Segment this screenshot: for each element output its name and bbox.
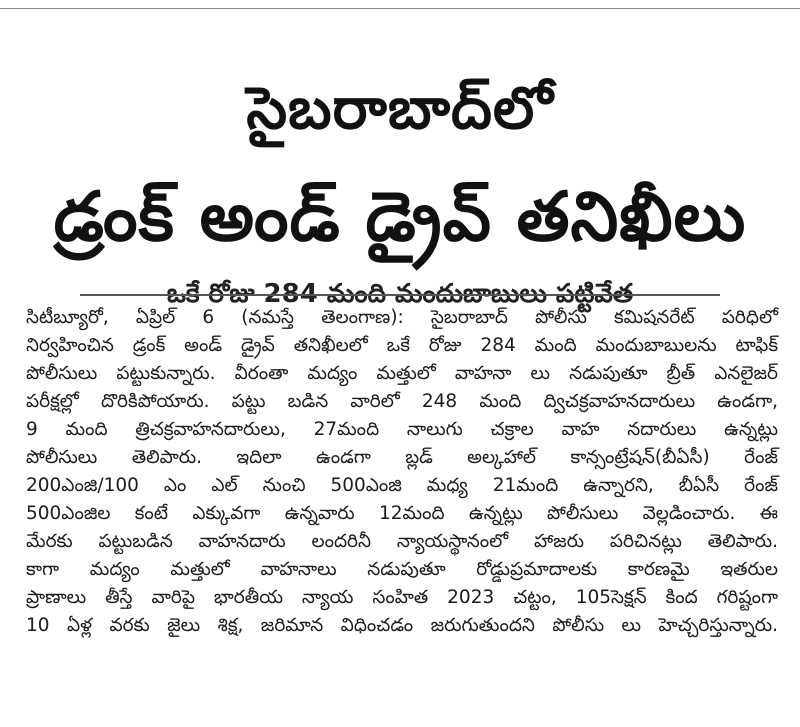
- body-line: కాగా మద్యం మత్తులో వాహనాలు నడుపుతూ రోడ్డుప్రమాదాలకు కారణమై ఇతరుల: [26, 559, 778, 580]
- body-line: పోలీసులు పట్టుకున్నారు. వీరంతా మద్యం మత్తులో వాహనా లు నడుపుతూ బ్రీత్ ఎనలైజర్: [26, 363, 778, 384]
- body-line: సిటీబ్యూరో, ఏప్రిల్ 6 (నమస్తే తెలంగాణ): సైబరాబాద్ పోలీసు కమిషనరేట్ పరిధిలో: [26, 307, 778, 328]
- article-body: [26, 304, 778, 640]
- body-line: 500ఎంజిల కంటే ఎక్కువగా ఉన్నవారు 12మంది ఉన్నట్లు పోలీసులు వెల్లడించారు. ఈ: [26, 503, 778, 524]
- body-line: పోలీసులు తెలిపారు. ఇదిలా ఉండగా బ్లడ్ అల్కహాల్ కాన్సంట్రేషన్(బీఏసీ) రేంజ్: [26, 447, 778, 468]
- body-line: మేరకు పట్టుబడిన వాహనదారు లందరినీ న్యాయస్థానంలో హాజరు పరిచినట్లు తెలిపారు.: [26, 531, 778, 552]
- body-line: 10 ఏళ్ల వరకు జైలు శిక్ష, జరిమాన విధించడం జరుగుతుందని పోలీసు లు హెచ్చరిస్తున్నారు.: [26, 615, 778, 636]
- body-line: 200ఎంజి/100 ఎం ఎల్ నుంచి 500ఎంజి మధ్య 21మంది ఉన్నారని, బీఏసీ రేంజ్: [26, 475, 778, 496]
- headline-line-1: సైబరాబాద్‌లో: [246, 73, 554, 142]
- headline-line-2: డ్రంక్ అండ్ డ్రైవ్ తనిఖీలు: [53, 177, 747, 257]
- body-line: పరీక్షల్లో దొరికిపోయారు. పట్టు బడిన వారిలో 248 మంది ద్విచక్రవాహనదారులు ఉండగా,: [26, 391, 778, 412]
- body-line: 9 మంది త్రిచక్రవాహనదారులు, 27మంది నాలుగు చక్రాల వాహ నదారులు ఉన్నట్లు: [26, 419, 778, 440]
- body-line: నిర్వహించిన డ్రంక్ అండ్ డ్రైవ్ తనిఖీలలో ఒకే రోజు 284 మంది మందుబాబులను టాఫిక్: [26, 335, 778, 356]
- subheadline: ఒకే రోజు 284 మంది మందుబాబులు పట్టివేత: [166, 278, 634, 309]
- body-line: ప్రాణాలు తీస్తే వారిపై భారతీయ న్యాయ సంహిత 2023 చట్టం, 105సెక్షన్ కింద గరిష్టంగా: [26, 587, 778, 608]
- top-divider: [0, 8, 800, 9]
- subheadline-divider: [80, 294, 720, 296]
